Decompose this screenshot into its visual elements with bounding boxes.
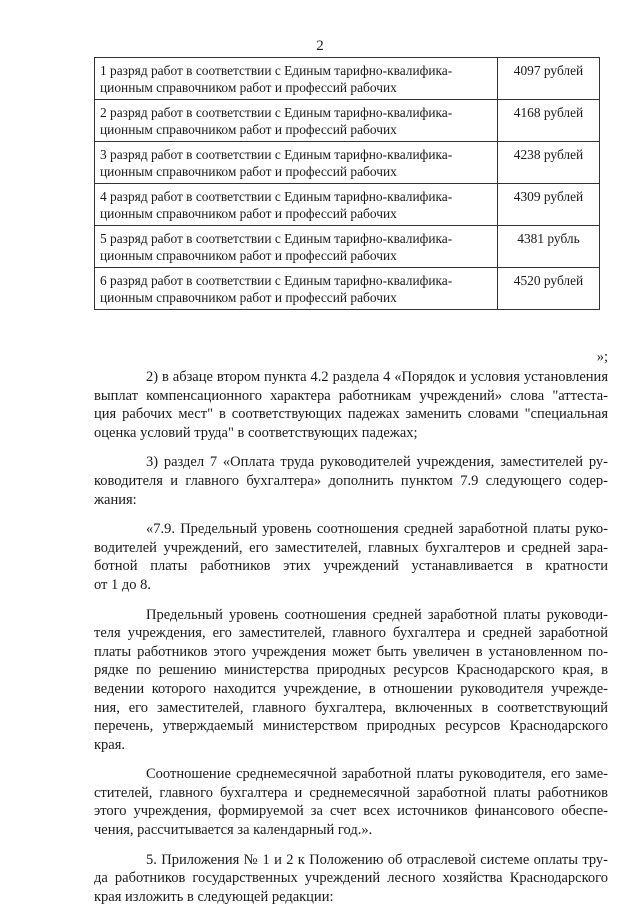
paragraph-line: ководителя и главного бухгалтера» дополнить пунктом 7.9 следующего содер-: [94, 472, 608, 489]
paragraph-line: от 1 до 8.: [94, 576, 152, 593]
paragraph-line: стителей, главного бухгалтера и среднемесячной заработной платы работников: [94, 784, 608, 801]
wage-amount-cell: 4097 рублей: [498, 58, 600, 100]
grade-description-cell: [95, 100, 498, 142]
grade-description-cell: [95, 58, 498, 100]
wage-amount-cell: 4381 рубль: [498, 226, 600, 268]
paragraph-line: края изложить в следующей редакции:: [94, 888, 334, 905]
wage-rates-table: [94, 57, 600, 310]
grade-description-line: ционным справочником работ и профессий рабочих: [100, 80, 397, 95]
grade-description-line: ционным справочником работ и профессий рабочих: [100, 290, 397, 305]
wage-amount-cell: 4168 рублей: [498, 100, 600, 142]
grade-description-line: 3 разряд работ в соответствии с Единым тарифно-квалифика-: [100, 147, 453, 162]
grade-description-cell: [95, 184, 498, 226]
paragraph-line: оценка условий труда" в соответствующих падежах;: [94, 424, 418, 441]
wage-amount-cell: 4309 рублей: [498, 184, 600, 226]
paragraph-line: перечень, утверждаемый министерством природных ресурсов Краснодарского: [94, 718, 608, 735]
paragraph-line: выплат компенсационного характера работникам учреждений» слова "аттеста-: [94, 387, 608, 404]
grade-description-line: ционным справочником работ и профессий рабочих: [100, 248, 397, 263]
table-row: [95, 142, 600, 184]
paragraph-line: ведении которого находится учреждение, в отношении руководителя учрежде-: [94, 680, 608, 697]
grade-description-line: 4 разряд работ в соответствии с Единым тарифно-квалифика-: [100, 189, 453, 204]
paragraph-line: платы работников этого учреждения может быть увеличен в установленном по-: [94, 643, 608, 660]
paragraph-line: Предельный уровень соотношения средней заработной платы руководи-: [146, 606, 608, 623]
paragraph-line: ботной платы работников этих учреждений устанавливается в кратности: [94, 558, 608, 575]
document-body: [94, 368, 608, 917]
grade-description-line: 5 разряд работ в соответствии с Единым тарифно-квалифика-: [100, 231, 453, 246]
paragraph: [94, 368, 608, 442]
paragraph-line: ния, его заместителей, главного бухгалтера, включенных в соответствующий: [94, 699, 608, 716]
grade-description-line: ционным справочником работ и профессий рабочих: [100, 164, 397, 179]
paragraph: [94, 520, 608, 594]
grade-description-cell: [95, 268, 498, 310]
paragraph-line: 5. Приложения № 1 и 2 к Положению об отраслевой системе оплаты тру-: [146, 851, 608, 868]
paragraph-line: ция рабочих мест" в соответствующих падежах заменить словами "специальная: [94, 406, 608, 423]
paragraph: [94, 453, 608, 509]
paragraph-line: жания:: [94, 491, 137, 508]
table-row: [95, 268, 600, 310]
paragraph-line: рядке по решению министерства природных ресурсов Краснодарского края, в: [94, 662, 608, 679]
table-row: [95, 184, 600, 226]
paragraph: [94, 606, 608, 755]
paragraph-line: теля учреждения, его заместителей, главного бухгалтера и средней заработной: [94, 625, 608, 642]
grade-description-cell: [95, 226, 498, 268]
grade-description-line: ционным справочником работ и профессий рабочих: [100, 122, 397, 137]
table-row: [95, 226, 600, 268]
paragraph-line: этого учреждения, формируемой за счет всех источников финансового обеспе-: [94, 803, 608, 820]
paragraph: [94, 765, 608, 839]
paragraph-line: чения, рассчитывается за календарный год.».: [94, 822, 373, 839]
paragraph: [94, 851, 608, 907]
paragraph-line: да работников государственных учреждений лесного хозяйства Краснодарского: [94, 870, 608, 887]
paragraph-line: края.: [94, 736, 126, 753]
grade-description-line: ционным справочником работ и профессий рабочих: [100, 206, 397, 221]
grade-description-line: 6 разряд работ в соответствии с Единым тарифно-квалифика-: [100, 273, 453, 288]
paragraph-line: «7.9. Предельный уровень соотношения средней заработной платы руко-: [146, 521, 608, 538]
wage-amount-cell: 4238 рублей: [498, 142, 600, 184]
grade-description-line: 1 разряд работ в соответствии с Единым тарифно-квалифика-: [100, 63, 453, 78]
paragraph-line: водителей учреждений, его заместителей, главных бухгалтеров и средней зара-: [94, 539, 608, 556]
page-number: 2: [316, 38, 324, 54]
table-row: [95, 100, 600, 142]
table-closing-mark: »;: [596, 349, 608, 365]
grade-description-line: 2 разряд работ в соответствии с Единым тарифно-квалифика-: [100, 105, 453, 120]
paragraph-line: 2) в абзаце втором пункта 4.2 раздела 4 «Порядок и условия установления: [146, 369, 608, 385]
paragraph-line: 3) раздел 7 «Оплата труда руководителей учреждения, заместителей ру-: [146, 454, 608, 471]
table-row: [95, 58, 600, 100]
wage-amount-cell: 4520 рублей: [498, 268, 600, 310]
grade-description-cell: [95, 142, 498, 184]
paragraph-line: Соотношение среднемесячной заработной платы руководителя, его заме-: [146, 766, 608, 783]
